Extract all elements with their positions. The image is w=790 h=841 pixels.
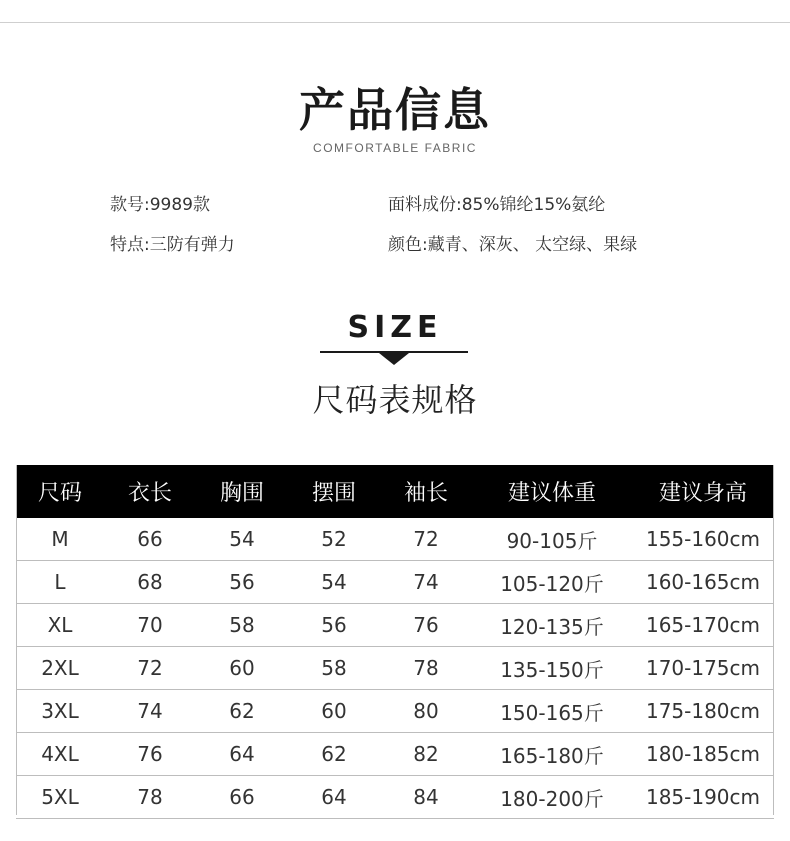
product-colors: 颜色:藏青、深灰、 太空绿、果绿 (388, 235, 638, 255)
table-cell: XL (16, 604, 104, 647)
table-row (16, 776, 774, 819)
header-height: 建议身高 (632, 465, 774, 518)
size-heading: SIZE (347, 310, 443, 345)
down-arrow-icon (379, 353, 409, 365)
table-cell: 54 (288, 561, 380, 604)
table-cell: 58 (196, 604, 288, 647)
table-cell: 58 (288, 647, 380, 690)
table-cell: L (16, 561, 104, 604)
table-cell: 72 (380, 518, 472, 561)
table-cell: 105-120斤 (472, 561, 632, 604)
table-row (16, 647, 774, 690)
page-subtitle: COMFORTABLE FABRIC (313, 141, 477, 155)
table-cell: 90-105斤 (472, 518, 632, 561)
table-cell: 80 (380, 690, 472, 733)
table-cell: 68 (104, 561, 196, 604)
table-cell: 135-150斤 (472, 647, 632, 690)
table-cell: 62 (288, 733, 380, 776)
table-cell: 60 (288, 690, 380, 733)
top-divider (0, 22, 790, 23)
table-row (16, 690, 774, 733)
table-row (16, 733, 774, 776)
header-weight: 建议体重 (472, 465, 632, 518)
table-cell: 64 (196, 733, 288, 776)
page-title: 产品信息 (299, 83, 491, 137)
table-cell: 56 (288, 604, 380, 647)
table-cell: 2XL (16, 647, 104, 690)
table-cell: 175-180cm (632, 690, 774, 733)
table-row (16, 604, 774, 647)
table-cell: 150-165斤 (472, 690, 632, 733)
table-cell: 165-170cm (632, 604, 774, 647)
table-cell: 78 (380, 647, 472, 690)
table-cell: 56 (196, 561, 288, 604)
table-cell: 74 (380, 561, 472, 604)
table-cell: 3XL (16, 690, 104, 733)
size-table-header-row (16, 465, 774, 518)
style-number: 款号:9989款 (110, 195, 210, 215)
table-cell: 4XL (16, 733, 104, 776)
table-cell: 165-180斤 (472, 733, 632, 776)
fabric-composition: 面料成份:85%锦纶15%氨纶 (388, 195, 606, 215)
header-length: 衣长 (104, 465, 196, 518)
header-sleeve: 袖长 (380, 465, 472, 518)
table-cell: 72 (104, 647, 196, 690)
table-cell: 78 (104, 776, 196, 819)
table-cell: M (16, 518, 104, 561)
table-cell: 155-160cm (632, 518, 774, 561)
table-row (16, 561, 774, 604)
table-cell: 62 (196, 690, 288, 733)
table-cell: 52 (288, 518, 380, 561)
product-feature: 特点:三防有弹力 (110, 235, 235, 255)
header-chest: 胸围 (196, 465, 288, 518)
size-table (16, 465, 774, 819)
table-cell: 64 (288, 776, 380, 819)
table-cell: 84 (380, 776, 472, 819)
table-cell: 54 (196, 518, 288, 561)
table-cell: 60 (196, 647, 288, 690)
table-cell: 66 (196, 776, 288, 819)
table-cell: 180-185cm (632, 733, 774, 776)
table-row (16, 518, 774, 561)
table-cell: 180-200斤 (472, 776, 632, 819)
table-cell: 170-175cm (632, 647, 774, 690)
table-cell: 76 (104, 733, 196, 776)
size-chart-title: 尺码表规格 (312, 381, 478, 419)
table-cell: 120-135斤 (472, 604, 632, 647)
header-size: 尺码 (16, 465, 104, 518)
table-cell: 66 (104, 518, 196, 561)
table-cell: 82 (380, 733, 472, 776)
table-cell: 185-190cm (632, 776, 774, 819)
header-hem: 摆围 (288, 465, 380, 518)
table-cell: 76 (380, 604, 472, 647)
table-cell: 70 (104, 604, 196, 647)
table-cell: 5XL (16, 776, 104, 819)
table-cell: 160-165cm (632, 561, 774, 604)
table-cell: 74 (104, 690, 196, 733)
